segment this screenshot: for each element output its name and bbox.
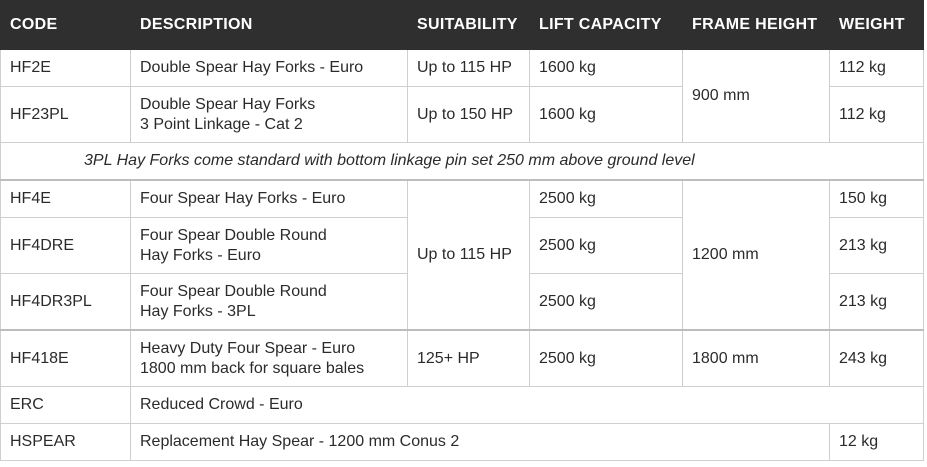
cell-suitability: Up to 115 HP xyxy=(408,50,530,87)
description-line: 1800 mm back for square bales xyxy=(140,359,365,377)
cell-weight: 12 kg xyxy=(830,424,924,461)
cell-code: HF4E xyxy=(1,180,131,218)
cell-weight: 243 kg xyxy=(830,330,924,387)
cell-lift-capacity: 2500 kg xyxy=(530,330,683,387)
cell-code: HF2E xyxy=(1,50,131,87)
table-row xyxy=(1,424,924,461)
cell-weight: 213 kg xyxy=(830,274,924,331)
col-header-description: DESCRIPTION xyxy=(131,1,408,50)
header-row xyxy=(1,1,924,50)
cell-weight: 112 kg xyxy=(830,87,924,143)
table-row xyxy=(1,387,924,424)
cell-lift-capacity: 1600 kg xyxy=(530,50,683,87)
cell-code: HF4DRE xyxy=(1,218,131,274)
col-header-weight: WEIGHT xyxy=(830,1,924,50)
note-text: 3PL Hay Forks come standard with bottom linkage pin set 250 mm above ground level xyxy=(1,143,924,181)
cell-description xyxy=(131,424,830,461)
cell-code: HF4DR3PL xyxy=(1,274,131,331)
description-line: Hay Forks - 3PL xyxy=(140,302,256,320)
cell-description xyxy=(131,387,924,424)
description-line: Four Spear Hay Forks - Euro xyxy=(140,190,346,207)
cell-frame-height: 900 mm xyxy=(683,50,830,143)
col-header-lift-capacity: LIFT CAPACITY xyxy=(530,1,683,50)
col-header-frame-height: FRAME HEIGHT xyxy=(683,1,830,50)
cell-code: HSPEAR xyxy=(1,424,131,461)
cell-lift-capacity: 2500 kg xyxy=(530,218,683,274)
cell-suitability: 125+ HP xyxy=(408,330,530,387)
description-line: Replacement Hay Spear - 1200 mm Conus 2 xyxy=(140,433,460,450)
col-header-suitability: SUITABILITY xyxy=(408,1,530,50)
description-line: 3 Point Linkage - Cat 2 xyxy=(140,115,303,133)
cell-frame-height: 1200 mm xyxy=(683,180,830,330)
cell-description xyxy=(131,218,408,274)
description-line: Double Spear Hay Forks xyxy=(140,95,316,113)
cell-description xyxy=(131,50,408,87)
cell-description xyxy=(131,274,408,331)
description-line: Double Spear Hay Forks - Euro xyxy=(140,59,364,76)
note-row xyxy=(1,143,924,181)
cell-description xyxy=(131,180,408,218)
table-row xyxy=(1,330,924,387)
description-line: Heavy Duty Four Spear - Euro xyxy=(140,339,356,357)
description-line: Four Spear Double Round xyxy=(140,226,327,244)
cell-description xyxy=(131,330,408,387)
col-header-code: CODE xyxy=(1,1,131,50)
cell-suitability: Up to 150 HP xyxy=(408,87,530,143)
cell-description xyxy=(131,87,408,143)
cell-lift-capacity: 1600 kg xyxy=(530,87,683,143)
table-row xyxy=(1,180,924,218)
cell-weight: 213 kg xyxy=(830,218,924,274)
cell-weight: 150 kg xyxy=(830,180,924,218)
cell-frame-height: 1800 mm xyxy=(683,330,830,387)
table-row xyxy=(1,50,924,87)
cell-weight: 112 kg xyxy=(830,50,924,87)
cell-lift-capacity: 2500 kg xyxy=(530,274,683,331)
cell-code: HF418E xyxy=(1,330,131,387)
description-line: Reduced Crowd - Euro xyxy=(140,396,303,413)
cell-lift-capacity: 2500 kg xyxy=(530,180,683,218)
cell-code: ERC xyxy=(1,387,131,424)
cell-suitability: Up to 115 HP xyxy=(408,180,530,330)
description-line: Four Spear Double Round xyxy=(140,282,327,300)
cell-code: HF23PL xyxy=(1,87,131,143)
description-line: Hay Forks - Euro xyxy=(140,246,261,264)
